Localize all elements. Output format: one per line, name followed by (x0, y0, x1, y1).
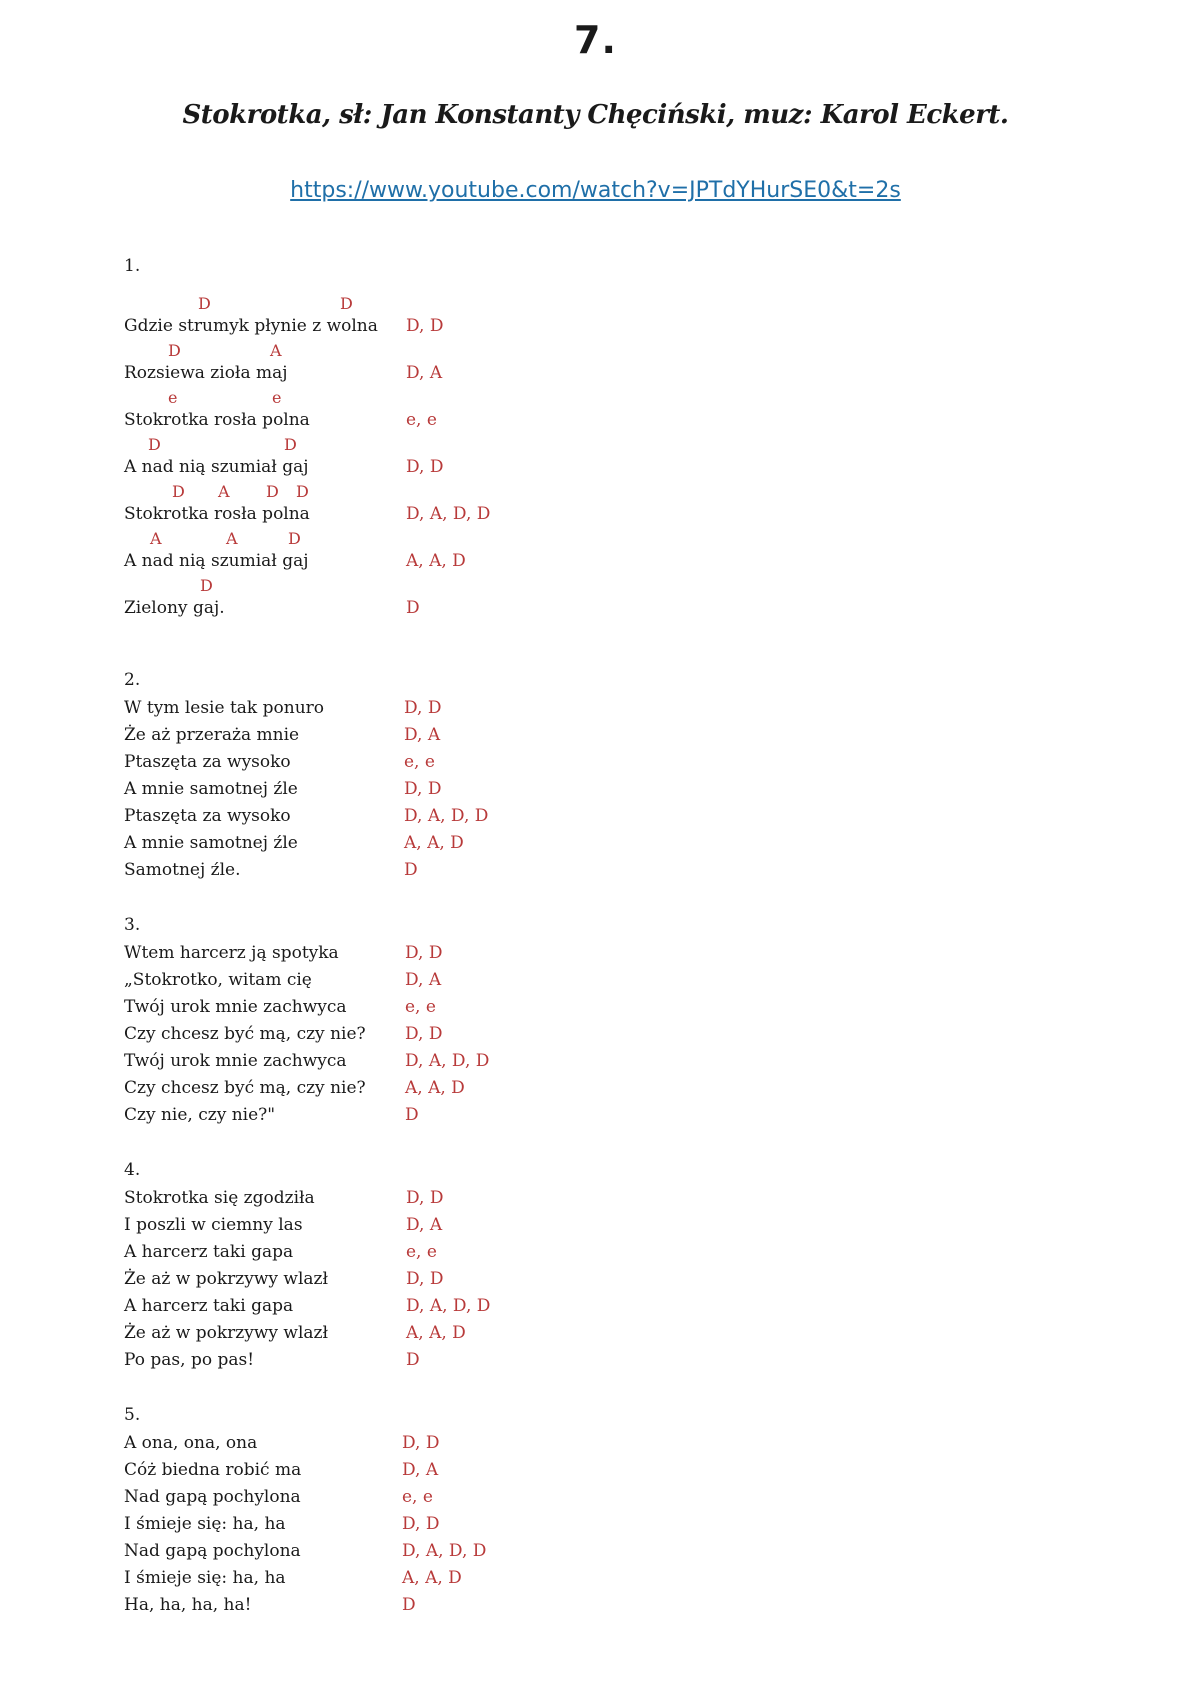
lyric-line: Po pas, po pas! (124, 1350, 255, 1370)
lyric-line: A nad nią szumiał gaj (124, 551, 309, 571)
lyric-line: Czy nie, czy nie?" (124, 1105, 276, 1125)
chord-list: D, A (406, 1215, 443, 1235)
lyric-line: Czy chcesz być mą, czy nie? (124, 1078, 366, 1098)
chord-above: D (168, 341, 181, 360)
chord-list: D (406, 1350, 420, 1370)
lyric-line: Cóż biedna robić ma (124, 1460, 302, 1480)
chord-list: D, A, D, D (404, 806, 489, 826)
lyric-line: Że aż przeraża mnie (124, 725, 300, 745)
lyric-line: A ona, ona, ona (124, 1433, 258, 1453)
chord-list: D, D (405, 943, 443, 963)
chord-list: D, D (406, 457, 444, 477)
verse-number: 5. (124, 1405, 141, 1425)
chord-list: D, D (404, 779, 442, 799)
chord-list: D (404, 860, 418, 880)
chord-list: D, A, D, D (406, 1296, 491, 1316)
chord-list: e, e (405, 997, 436, 1017)
lyric-line: Ha, ha, ha, ha! (124, 1595, 252, 1615)
chord-list: D, A (404, 725, 441, 745)
lyric-line: Samotnej źle. (124, 860, 241, 880)
lyric-line: Ptaszęta za wysoko (124, 752, 291, 772)
lyric-line: Że aż w pokrzywy wlazł (124, 1323, 328, 1343)
chord-list: e, e (406, 1242, 437, 1262)
chord-list: D, D (405, 1024, 443, 1044)
lyric-line: Wtem harcerz ją spotyka (124, 943, 339, 963)
lyric-line: Ptaszęta za wysoko (124, 806, 291, 826)
chord-list: D, D (406, 316, 444, 336)
chord-above: A (218, 482, 230, 501)
chord-list: A, A, D (404, 833, 464, 853)
chord-above: e (272, 388, 282, 407)
lyric-line: A mnie samotnej źle (124, 833, 298, 853)
chord-list: e, e (406, 410, 437, 430)
lyric-line: Nad gapą pochylona (124, 1541, 301, 1561)
lyric-line: Gdzie strumyk płynie z wolna (124, 316, 378, 336)
chord-list: D, A (402, 1460, 439, 1480)
lyric-line: Zielony gaj. (124, 598, 225, 618)
chord-list: D, A, D, D (406, 504, 491, 524)
verse-number: 1. (124, 256, 141, 276)
page-number: 7. (574, 18, 617, 62)
chord-list: D, D (406, 1269, 444, 1289)
lyric-line: Rozsiewa zioła maj (124, 363, 288, 383)
chord-above: D (200, 576, 213, 595)
lyric-line: Stokrotka się zgodziła (124, 1188, 315, 1208)
chord-above: D (284, 435, 297, 454)
chord-above: D (172, 482, 185, 501)
lyric-line: A mnie samotnej źle (124, 779, 298, 799)
chord-list: A, A, D (402, 1568, 462, 1588)
chord-above: D (198, 294, 211, 313)
chord-list: A, A, D (405, 1078, 465, 1098)
lyric-line: I poszli w ciemny las (124, 1215, 303, 1235)
verse-number: 4. (124, 1160, 141, 1180)
lyric-line: Czy chcesz być mą, czy nie? (124, 1024, 366, 1044)
youtube-link[interactable]: https://www.youtube.com/watch?v=JPTdYHurSE0&t=2s (290, 178, 901, 203)
chord-list: D (406, 598, 420, 618)
chord-list: D, D (406, 1188, 444, 1208)
lyric-line: Stokrotka rosła polna (124, 504, 310, 524)
chord-above: A (270, 341, 282, 360)
lyric-line: A harcerz taki gapa (124, 1242, 294, 1262)
chord-list: D, A, D, D (405, 1051, 490, 1071)
chord-list: D, A (406, 363, 443, 383)
verse-number: 3. (124, 915, 141, 935)
chord-above: A (150, 529, 162, 548)
chord-above: D (148, 435, 161, 454)
chord-list: A, A, D (406, 551, 466, 571)
chord-list: D, D (402, 1433, 440, 1453)
chord-list: A, A, D (406, 1323, 466, 1343)
chord-above: e (168, 388, 178, 407)
chord-above: D (340, 294, 353, 313)
lyric-line: Stokrotka rosła polna (124, 410, 310, 430)
chord-list: D, A (405, 970, 442, 990)
lyric-line: A harcerz taki gapa (124, 1296, 294, 1316)
lyric-line: I śmieje się: ha, ha (124, 1568, 286, 1588)
lyric-line: Nad gapą pochylona (124, 1487, 301, 1507)
lyric-line: W tym lesie tak ponuro (124, 698, 325, 718)
chord-above: D (288, 529, 301, 548)
chord-list: e, e (402, 1487, 433, 1507)
chord-list: D, D (404, 698, 442, 718)
song-title: Stokrotka, sł: Jan Konstanty Chęciński, muz: Karol Eckert. (182, 100, 1009, 130)
chord-list: e, e (404, 752, 435, 772)
chord-above: D (266, 482, 279, 501)
lyric-line: „Stokrotko, witam cię (124, 970, 312, 990)
chord-list: D (405, 1105, 419, 1125)
lyric-line: A nad nią szumiał gaj (124, 457, 309, 477)
lyric-line: Twój urok mnie zachwyca (124, 997, 347, 1017)
chord-list: D, A, D, D (402, 1541, 487, 1561)
chord-list: D (402, 1595, 416, 1615)
verse-number: 2. (124, 670, 141, 690)
lyric-line: I śmieje się: ha, ha (124, 1514, 286, 1534)
lyric-line: Że aż w pokrzywy wlazł (124, 1269, 328, 1289)
chord-above: D (296, 482, 309, 501)
chord-list: D, D (402, 1514, 440, 1534)
chord-above: A (226, 529, 238, 548)
lyric-line: Twój urok mnie zachwyca (124, 1051, 347, 1071)
